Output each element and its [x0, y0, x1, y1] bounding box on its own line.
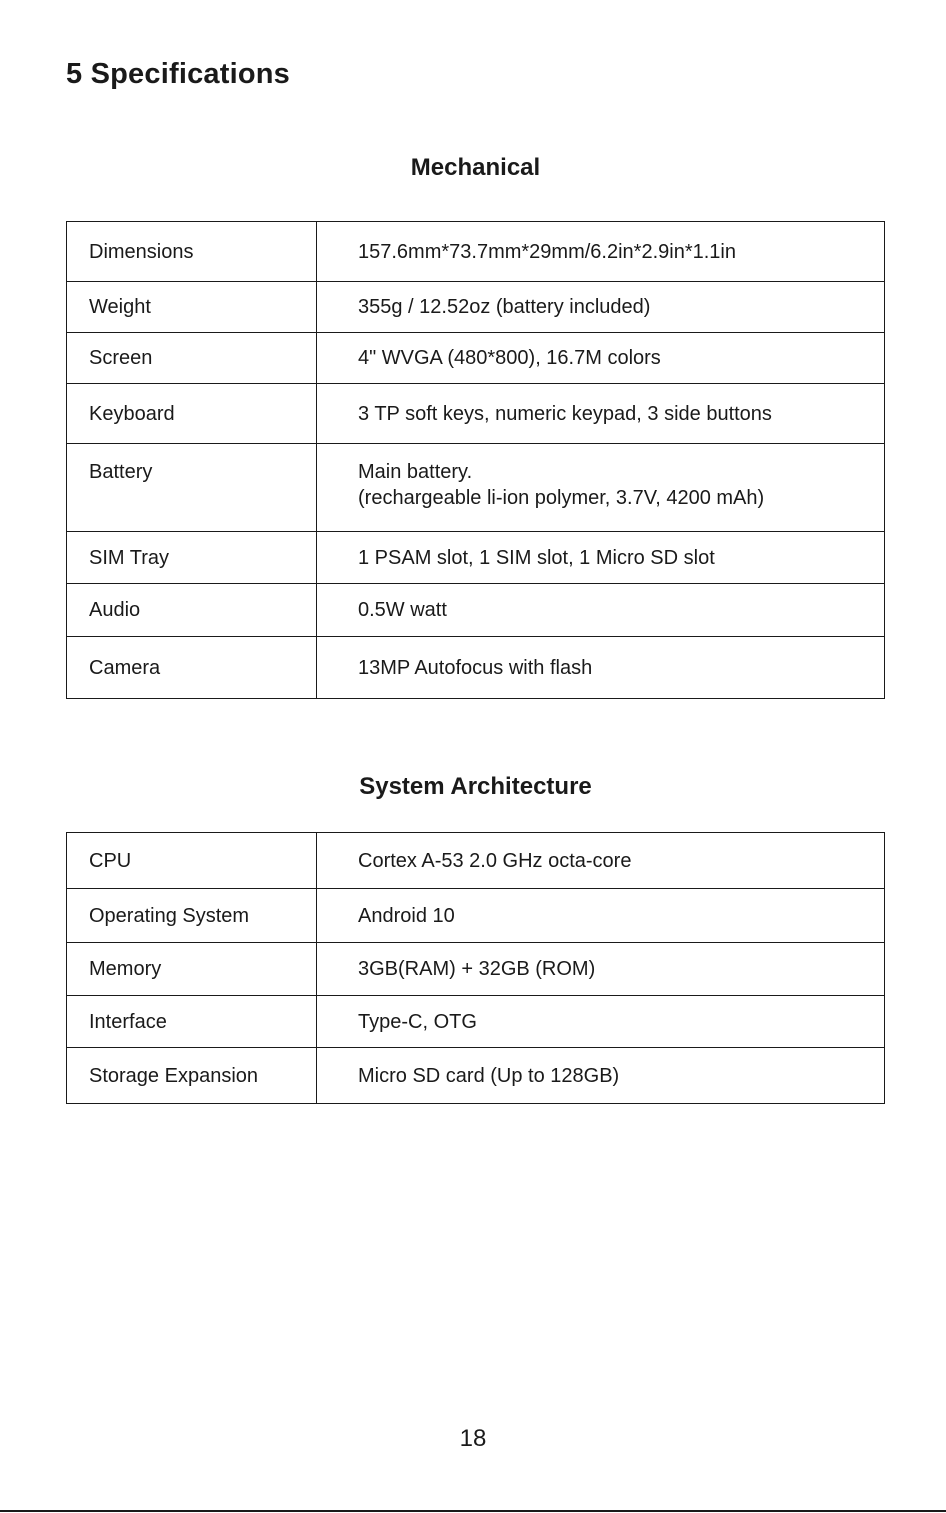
system-architecture-spec-table	[66, 832, 885, 1104]
spec-value: Micro SD card (Up to 128GB)	[317, 1048, 885, 1104]
spec-value: Android 10	[317, 889, 885, 943]
spec-label: Storage Expansion	[67, 1048, 317, 1104]
spec-label: Camera	[67, 637, 317, 699]
spec-row-sim-tray	[67, 532, 885, 584]
spec-label: CPU	[67, 833, 317, 889]
system-architecture-heading: System Architecture	[359, 773, 592, 800]
spec-row-memory	[67, 943, 885, 996]
spec-value: Type-C, OTG	[317, 996, 885, 1048]
spec-label: Dimensions	[67, 222, 317, 282]
spec-row-interface	[67, 996, 885, 1048]
spec-row-operating-system	[67, 889, 885, 943]
spec-row-camera	[67, 637, 885, 699]
spec-value-line: (rechargeable li-ion polymer, 3.7V, 4200 mAh)	[358, 487, 765, 509]
spec-row-battery	[67, 444, 885, 532]
spec-value: 0.5W watt	[317, 584, 885, 637]
page-title: 5 Specifications	[66, 58, 290, 90]
spec-label: Memory	[67, 943, 317, 996]
spec-label: Keyboard	[67, 384, 317, 444]
spec-value: 4" WVGA (480*800), 16.7M colors	[317, 333, 885, 384]
spec-label: Operating System	[67, 889, 317, 943]
spec-label: Interface	[67, 996, 317, 1048]
spec-label: Screen	[67, 333, 317, 384]
spec-value: 3GB(RAM) + 32GB (ROM)	[317, 943, 885, 996]
spec-row-audio	[67, 584, 885, 637]
spec-value-line: Main battery.	[358, 461, 473, 483]
spec-value: 1 PSAM slot, 1 SIM slot, 1 Micro SD slot	[317, 532, 885, 584]
spec-value: 13MP Autofocus with flash	[317, 637, 885, 699]
spec-value: 355g / 12.52oz (battery included)	[317, 282, 885, 333]
mechanical-heading: Mechanical	[410, 154, 541, 181]
page-number: 18	[459, 1425, 487, 1452]
spec-value: 157.6mm*73.7mm*29mm/6.2in*2.9in*1.1in	[317, 222, 885, 282]
spec-label: SIM Tray	[67, 532, 317, 584]
spec-row-cpu	[67, 833, 885, 889]
spec-label: Battery	[67, 444, 317, 532]
spec-value: Cortex A-53 2.0 GHz octa-core	[317, 833, 885, 889]
spec-row-weight	[67, 282, 885, 333]
bottom-rule	[0, 1510, 946, 1512]
spec-value: 3 TP soft keys, numeric keypad, 3 side buttons	[317, 384, 885, 444]
spec-row-keyboard	[67, 384, 885, 444]
mechanical-spec-table	[66, 221, 885, 699]
spec-value	[317, 444, 885, 532]
spec-row-screen	[67, 333, 885, 384]
spec-row-dimensions	[67, 222, 885, 282]
spec-label: Audio	[67, 584, 317, 637]
spec-row-storage-expansion	[67, 1048, 885, 1104]
spec-label: Weight	[67, 282, 317, 333]
